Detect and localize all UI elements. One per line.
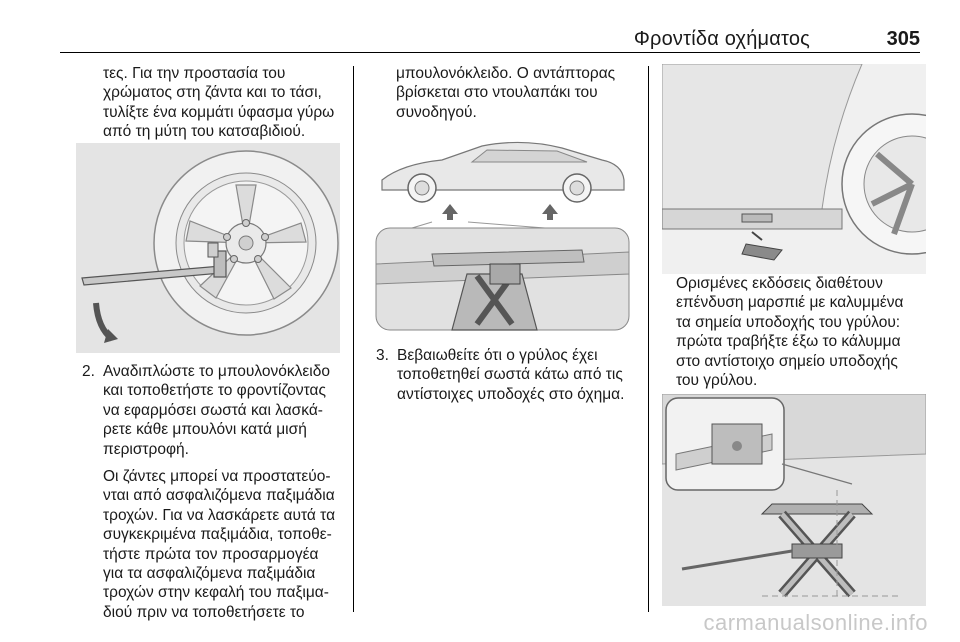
- figure-car-jack-points: [372, 124, 633, 334]
- text-line: πρώτα τραβήξτε έξω το κάλυμμα: [676, 333, 901, 351]
- text-line: Αναδιπλώστε το μπουλονόκλειδο: [103, 363, 330, 380]
- text-line: συνοδηγού.: [396, 103, 477, 121]
- column2-intro: [396, 64, 641, 122]
- column-divider-2: [648, 66, 649, 612]
- figure-wheel-wrench: [76, 143, 340, 353]
- watermark: carmanualsonline.info: [703, 610, 928, 635]
- text-line: από τη μύτη του κατσαβιδιού.: [103, 123, 306, 141]
- text-line: συγκεκριμένα παξιμάδια, τοποθε-: [103, 526, 332, 544]
- step-body: [103, 362, 335, 622]
- text-line: για τα ασφαλιζόμενα παξιμάδια: [103, 565, 316, 583]
- page-number: 305: [886, 28, 920, 50]
- header-rule: [60, 52, 920, 53]
- step-body: [397, 346, 624, 404]
- column-divider-1: [353, 66, 354, 612]
- text-line: αντίστοιχες υποδοχές στο όχημα.: [397, 385, 625, 403]
- text-line: επένδυση μαρσπιέ με καλυμμένα: [676, 294, 904, 312]
- text-line: τες. Για την προστασία του: [103, 65, 286, 82]
- text-line: διού πριν να τοποθετήσετε το: [103, 603, 305, 621]
- text-line: να εφαρμόσει σωστά και λασκά-: [103, 401, 323, 419]
- page-header: [60, 28, 920, 52]
- step-number: 3.: [376, 347, 389, 364]
- text-line: Βεβαιωθείτε ότι ο γρύλος έχει: [397, 347, 598, 364]
- step-number: 2.: [82, 363, 95, 380]
- text-line: τροχών στην κεφαλή του παξιμα-: [103, 584, 329, 602]
- text-line: χρώματος στη ζάντα και το τάσι,: [103, 84, 322, 102]
- text-line: περιστροφή.: [103, 440, 189, 458]
- figure-jack-under-sill: [662, 394, 926, 606]
- text-line: ρετε κάθε μπουλόνι κατά μισή: [103, 421, 307, 439]
- section-title: Φροντίδα οχήματος: [633, 28, 810, 50]
- text-line: Οι ζάντες μπορεί να προστατεύο-: [103, 468, 331, 486]
- text-line: τα σημεία υποδοχής του γρύλου:: [676, 313, 901, 331]
- text-line: τυλίξτε ένα κομμάτι ύφασμα γύρω: [103, 103, 335, 121]
- text-line: στο αντίστοιχο σημείο υποδοχής: [676, 352, 898, 370]
- figure-sill-cover: [662, 64, 926, 274]
- text-line: νται από ασφαλιζόμενα παξιμάδια: [103, 487, 335, 505]
- text-line: τοποθετηθεί σωστά κάτω από τις: [397, 366, 623, 384]
- text-line: τήστε πρώτα τον προσαρμογέα: [103, 545, 319, 563]
- column3-note: [676, 274, 928, 390]
- text-line: Ορισμένες εκδόσεις διαθέτουν: [676, 275, 883, 292]
- column1-intro: [103, 64, 348, 142]
- text-line: και τοποθετήστε το φροντίζοντας: [103, 382, 326, 400]
- text-line: τροχών. Για να λασκάρετε αυτά τα: [103, 506, 336, 524]
- text-line: μπουλονόκλειδο. Ο αντάπτορας: [396, 65, 616, 82]
- text-line: βρίσκεται στο ντουλαπάκι του: [396, 84, 598, 102]
- text-line: του γρύλου.: [676, 372, 758, 390]
